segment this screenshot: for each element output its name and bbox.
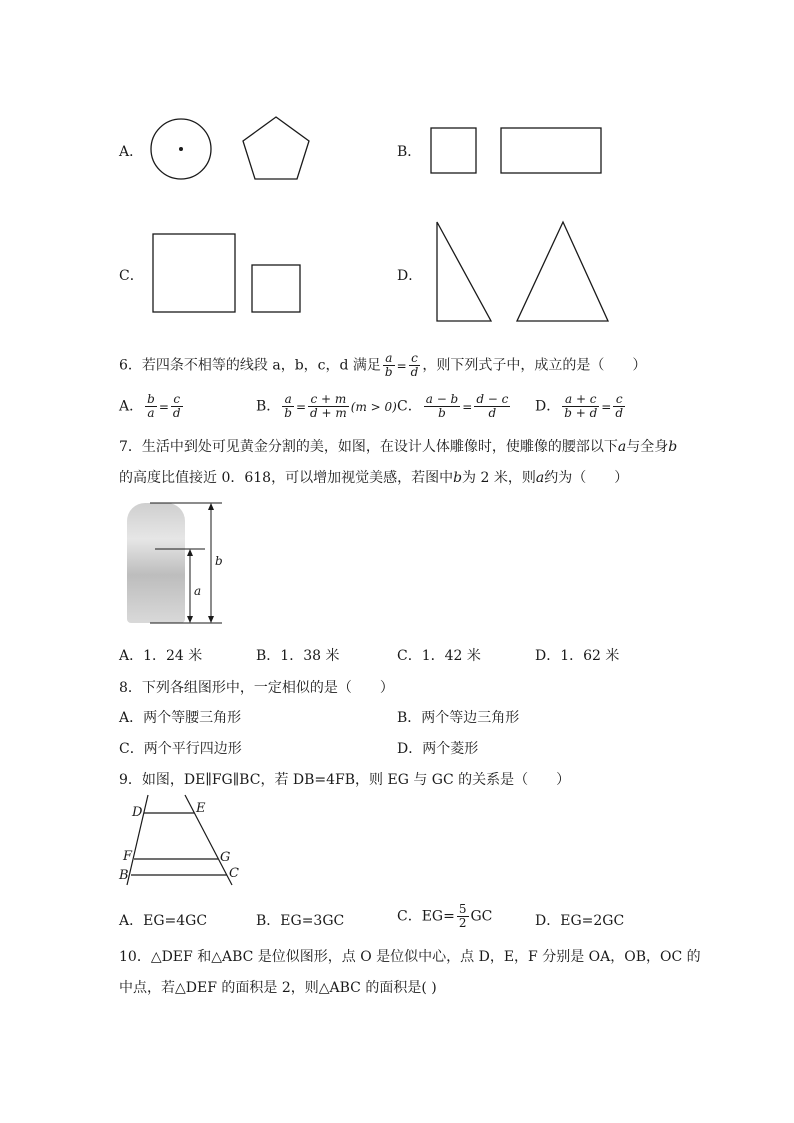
q8-option-c[interactable]: C．两个平行四边形 — [119, 741, 242, 757]
q8-option-a[interactable]: A．两个等腰三角形 — [119, 710, 242, 726]
fig-label-a: a — [194, 584, 202, 598]
fig-point-f: F — [123, 849, 133, 864]
q9-option-d[interactable]: D．EG=2GC — [535, 913, 625, 929]
q7-stem-line1: 7．生活中到处可见黄金分割的美，如图，在设计人体雕像时，使雕像的腰部以下a与全身b — [119, 439, 678, 455]
fig-point-b: B — [119, 868, 129, 883]
fig-label-b: b — [215, 554, 223, 568]
option-b-label: B． — [397, 144, 422, 160]
q7-option-c[interactable]: C．1．42 米 — [397, 648, 481, 664]
q9-stem: 9．如图，DE∥FG∥BC，若 DB=4FB，则 EG 与 GC 的关系是（ ） — [119, 772, 571, 788]
option-d-label: D． — [397, 268, 423, 284]
q8-option-b[interactable]: B．两个等边三角形 — [397, 710, 520, 726]
fig-point-e: E — [196, 801, 206, 816]
q9-option-b[interactable]: B．EG=3GC — [256, 913, 345, 929]
fig-point-c: C — [229, 866, 239, 881]
q6-given-left-fraction: $\frac{a}{b}$ — [384, 351, 393, 379]
q6-option-b[interactable]: B． $\frac{a}{b}$ = $\frac{c + m}{d + m}$ (m > 0) — [256, 392, 397, 420]
q6-given-right-fraction: $\frac{c}{d}$ — [410, 351, 419, 379]
fig-point-d: D — [132, 805, 143, 820]
q7-stem-line2: 的高度比值接近 0．618，可以增加视觉美感，若图中b为 2 米，则a约为（ ） — [119, 470, 629, 486]
q6-option-a[interactable]: A． $\frac{b}{a}$ = $\frac{c}{d}$ — [119, 392, 181, 420]
option-c-label: C． — [119, 268, 144, 284]
option-a-label: A． — [119, 144, 144, 160]
q7-option-a[interactable]: A．1．24 米 — [119, 648, 203, 664]
q6-option-d[interactable]: D． $\frac{a + c}{b + d}$ = $\frac{c}{d}$ — [535, 392, 624, 420]
q8-stem: 8．下列各组图形中，一定相似的是（ ） — [119, 680, 394, 696]
q8-option-d[interactable]: D．两个菱形 — [397, 741, 479, 757]
q9-option-a[interactable]: A．EG=4GC — [119, 913, 208, 929]
fig-point-g: G — [220, 850, 231, 865]
q7-option-b[interactable]: B．1．38 米 — [256, 648, 340, 664]
q7-option-d[interactable]: D．1．62 米 — [535, 648, 620, 664]
q9-option-c[interactable]: C．EG= $\frac{5}{2}$ GC — [397, 902, 493, 930]
q10-stem-line1: 10．△DEF 和△ABC 是位似图形，点 O 是位似中心，点 D，E，F 分别是 OA，OB，OC 的 — [119, 949, 701, 965]
q6-stem: 6．若四条不相等的线段 a，b，c，d 满足 $\frac{a}{b}$ = $\frac{c}{d}$ ，则下列式子中，成立的是（ ） — [119, 351, 647, 379]
q6-option-c[interactable]: C． $\frac{a - b}{b}$ = $\frac{d - c}{d}$ — [397, 392, 509, 420]
q10-stem-line2: 中点，若△DEF 的面积是 2，则△ABC 的面积是( ) — [119, 980, 437, 996]
